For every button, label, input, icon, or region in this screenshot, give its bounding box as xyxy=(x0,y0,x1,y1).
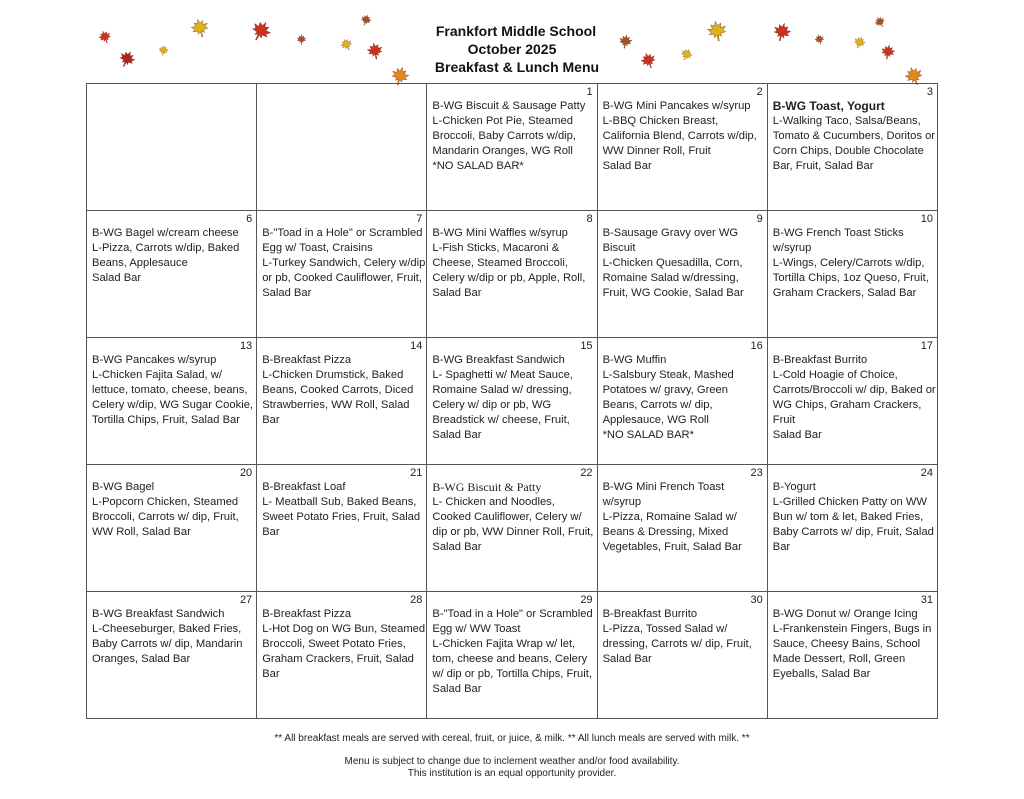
menu-line: Romaine Salad w/dressing, xyxy=(602,272,739,284)
menu-line: L-Chicken Fajita Wrap w/ let, xyxy=(432,638,576,650)
day-number: 15 xyxy=(580,340,593,352)
day-number: 21 xyxy=(410,467,423,479)
menu-line: L-Salsbury Steak, Mashed xyxy=(602,369,734,381)
day-number: 3 xyxy=(926,86,933,98)
day-cell-23 xyxy=(597,465,767,592)
day-number: 27 xyxy=(239,594,253,606)
day-menu xyxy=(603,607,762,667)
menu-line: Cooked Cauliflower, Celery w/ xyxy=(432,511,582,523)
menu-line: dressing, Carrots w/ dip, Fruit, xyxy=(602,638,752,650)
day-number: 1 xyxy=(586,86,593,98)
menu-line: *NO SALAD BAR* xyxy=(602,429,694,441)
menu-header xyxy=(0,22,1024,76)
day-cell-24 xyxy=(767,465,937,592)
menu-line: Mandarin Oranges, WG Roll xyxy=(432,145,573,157)
day-cell-8 xyxy=(427,211,597,338)
week-row xyxy=(87,211,938,338)
disclaimer-text: Menu is subject to change due to inclement weather and/or food availability. xyxy=(344,756,680,767)
day-cell-9 xyxy=(597,211,767,338)
menu-line: Bar xyxy=(262,668,280,680)
day-number: 22 xyxy=(580,467,593,479)
menu-line: dip or pb, WW Dinner Roll, Fruit, xyxy=(432,526,594,538)
menu-line: Bun w/ tom & let, Baked Fries, xyxy=(772,511,924,523)
day-number: 29 xyxy=(580,594,593,606)
menu-line: L-Turkey Sandwich, Celery w/dip xyxy=(262,257,426,269)
menu-line: L-Wings, Celery/Carrots w/dip, xyxy=(772,257,925,269)
week-row xyxy=(87,592,938,719)
menu-line: B-WG Mini Waffles w/syrup xyxy=(432,227,568,239)
day-menu xyxy=(603,226,762,301)
day-number: 24 xyxy=(920,467,933,479)
menu-line: Vegetables, Fruit, Salad Bar xyxy=(602,541,742,553)
menu-line: Beans, Carrots w/ dip, xyxy=(602,399,713,411)
day-number: 7 xyxy=(416,213,423,225)
equal-opportunity-text: This institution is an equal opportunity provider. xyxy=(407,768,617,779)
day-menu xyxy=(92,353,254,428)
day-cell-3 xyxy=(767,84,937,211)
day-menu xyxy=(603,480,762,555)
day-cell-7 xyxy=(257,211,427,338)
menu-line: Made Dessert, Roll, Green xyxy=(772,653,906,665)
menu-line: B-WG Toast, Yogurt xyxy=(772,99,885,113)
week-row xyxy=(87,84,938,211)
menu-line: Beans, Cooked Carrots, Diced xyxy=(262,384,414,396)
day-number: 23 xyxy=(750,467,763,479)
menu-line: California Blend, Carrots w/dip, xyxy=(602,130,757,142)
menu-line: Eyeballs, Salad Bar xyxy=(772,668,871,680)
menu-line: B-Breakfast Pizza xyxy=(262,354,352,366)
menu-line: L-Cheeseburger, Baked Fries, xyxy=(92,623,242,635)
day-menu xyxy=(773,480,932,555)
menu-line: B-WG Donut w/ Orange Icing xyxy=(772,608,918,620)
day-number: 10 xyxy=(920,213,933,225)
menu-line: L-Cold Hoagie of Choice, xyxy=(772,369,898,381)
day-cell-2 xyxy=(597,84,767,211)
day-cell-15 xyxy=(427,338,597,465)
day-number: 2 xyxy=(756,86,763,98)
menu-line: Salad Bar xyxy=(432,287,482,299)
menu-line: Bar xyxy=(262,526,280,538)
day-cell-31 xyxy=(767,592,937,719)
menu-line: Tomato & Cucumbers, Doritos or xyxy=(772,130,936,142)
menu-line: w/syrup xyxy=(772,242,812,254)
menu-calendar xyxy=(86,83,938,719)
menu-line: B-Sausage Gravy over WG xyxy=(602,227,739,239)
menu-line: Romaine Salad w/ dressing, xyxy=(432,384,572,396)
menu-line: L-Hot Dog on WG Bun, Steamed xyxy=(262,623,426,635)
menu-line: Sweet Potato Fries, Fruit, Salad xyxy=(262,511,421,523)
menu-line: Broccoli, Sweet Potato Fries, xyxy=(262,638,406,650)
day-cell-29 xyxy=(427,592,597,719)
day-number: 6 xyxy=(246,213,253,225)
day-cell-21 xyxy=(257,465,427,592)
day-cell-16 xyxy=(597,338,767,465)
menu-line: Carrots/Broccoli w/ dip, Baked or xyxy=(772,384,936,396)
day-cell-14 xyxy=(257,338,427,465)
menu-line: L-Chicken Pot Pie, Steamed xyxy=(432,115,573,127)
day-number: 30 xyxy=(750,594,763,606)
menu-line: Broccoli, Baby Carrots w/dip, xyxy=(432,130,576,142)
menu-line: lettuce, tomato, cheese, beans, xyxy=(92,384,248,396)
day-menu xyxy=(432,353,591,443)
menu-line: Graham Crackers, Fruit, Salad xyxy=(262,653,414,665)
menu-line: Sauce, Cheesy Bains, School xyxy=(772,638,921,650)
menu-line: L-Frankenstein Fingers, Bugs in xyxy=(772,623,932,635)
day-cell-13 xyxy=(87,338,257,465)
menu-line: L- Chicken and Noodles, xyxy=(432,496,555,508)
menu-line: Salad Bar xyxy=(92,272,142,284)
menu-line: tom, cheese and beans, Celery xyxy=(432,653,588,665)
day-cell-27 xyxy=(87,592,257,719)
menu-line: Egg w/ Toast, Craisins xyxy=(262,242,373,254)
day-menu xyxy=(603,99,762,174)
menu-line: L-Pizza, Carrots w/dip, Baked xyxy=(92,242,240,254)
empty-day-cell xyxy=(87,84,257,211)
menu-line: B-WG Mini French Toast xyxy=(602,481,725,493)
menu-line: Corn Chips, Double Chocolate xyxy=(772,145,924,157)
menu-line: L-Chicken Fajita Salad, w/ xyxy=(92,369,222,381)
menu-line: WW Dinner Roll, Fruit xyxy=(602,145,711,157)
autumn-leaf-icon xyxy=(157,44,170,57)
autumn-leaf-icon xyxy=(296,34,307,45)
menu-line: B-WG Mini Pancakes w/syrup xyxy=(602,100,751,112)
menu-line: Egg w/ WW Toast xyxy=(432,623,521,635)
menu-line: w/syrup xyxy=(602,496,642,508)
menu-line: Bar, Fruit, Salad Bar xyxy=(772,160,874,172)
menu-line: Biscuit xyxy=(602,242,636,254)
menu-line: WG Chips, Graham Crackers, xyxy=(772,399,922,411)
day-menu xyxy=(432,607,591,697)
week-row xyxy=(87,338,938,465)
day-cell-22 xyxy=(427,465,597,592)
school-name: Frankfort Middle School xyxy=(435,23,597,39)
menu-line: B-WG Bagel xyxy=(92,481,155,493)
menu-line: Bar xyxy=(262,414,280,426)
menu-line: Broccoli, Carrots w/ dip, Fruit, xyxy=(92,511,239,523)
day-menu xyxy=(262,480,421,540)
menu-line: Tortilla Chips, Fruit, Salad Bar xyxy=(92,414,240,426)
menu-line: Salad Bar xyxy=(262,287,312,299)
menu-line: Strawberries, WW Roll, Salad xyxy=(262,399,410,411)
menu-line: Breadstick w/ cheese, Fruit, xyxy=(432,414,570,426)
day-cell-28 xyxy=(257,592,427,719)
menu-line: Beans, Applesauce xyxy=(92,257,188,269)
day-number: 20 xyxy=(239,467,253,479)
day-number: 16 xyxy=(750,340,763,352)
menu-line: w/ dip or pb, Tortilla Chips, Fruit, xyxy=(432,668,592,680)
menu-line: L-Chicken Quesadilla, Corn, xyxy=(602,257,743,269)
menu-line: B-Breakfast Pizza xyxy=(262,608,352,620)
menu-line: Potatoes w/ gravy, Green xyxy=(602,384,728,396)
menu-line: B-Breakfast Loaf xyxy=(262,481,346,493)
autumn-leaf-icon xyxy=(704,18,729,43)
day-menu xyxy=(432,226,591,301)
day-menu xyxy=(432,99,591,174)
day-number: 8 xyxy=(586,213,593,225)
menu-line: Tortilla Chips, 1oz Queso, Fruit, xyxy=(772,272,929,284)
menu-line: Celery w/dip, WG Sugar Cookie, xyxy=(92,399,254,411)
menu-line: Salad Bar xyxy=(432,541,482,553)
menu-line: L- Meatball Sub, Baked Beans, xyxy=(262,496,417,508)
menu-line: Cheese, Steamed Broccoli, xyxy=(432,257,568,269)
menu-line: Beans & Dressing, Mixed xyxy=(602,526,729,538)
menu-line: WW Roll, Salad Bar xyxy=(92,526,191,538)
menu-line: B-Breakfast Burrito xyxy=(772,354,868,366)
menu-title: Breakfast & Lunch Menu xyxy=(434,59,600,75)
menu-line: B-"Toad in a Hole" or Scrambled xyxy=(432,608,593,620)
menu-line: B-WG Breakfast Sandwich xyxy=(92,608,225,620)
menu-line: B-Yogurt xyxy=(772,481,816,493)
day-menu xyxy=(772,353,936,443)
autumn-leaf-icon xyxy=(879,43,898,62)
menu-line: B-Breakfast Burrito xyxy=(602,608,698,620)
day-menu xyxy=(773,607,932,682)
day-menu xyxy=(603,353,762,443)
menu-line: L- Spaghetti w/ Meat Sauce, xyxy=(432,369,573,381)
day-menu xyxy=(262,607,426,682)
menu-line: L-Walking Taco, Salsa/Beans, xyxy=(772,115,921,127)
day-cell-17 xyxy=(767,338,937,465)
day-menu xyxy=(92,480,251,540)
day-number: 14 xyxy=(410,340,423,352)
menu-line: B-WG Bagel w/cream cheese xyxy=(92,227,239,239)
day-cell-30 xyxy=(597,592,767,719)
menu-line: L-Pizza, Romaine Salad w/ xyxy=(602,511,737,523)
menu-line: B-WG Breakfast Sandwich xyxy=(432,354,565,366)
menu-line: B-"Toad in a Hole" or Scrambled xyxy=(262,227,423,239)
day-menu xyxy=(772,99,936,174)
empty-day-cell xyxy=(257,84,427,211)
menu-line: Celery w/dip or pb, Apple, Roll, xyxy=(432,272,586,284)
menu-line: Bar xyxy=(772,541,791,553)
menu-line: Applesauce, WG Roll xyxy=(602,414,709,426)
day-menu xyxy=(773,226,932,301)
footer-disclaimer xyxy=(0,756,1024,780)
menu-line: Oranges, Salad Bar xyxy=(92,653,191,665)
menu-line: Fruit xyxy=(772,414,796,426)
menu-line: Salad Bar xyxy=(432,429,482,441)
menu-line: *NO SALAD BAR* xyxy=(432,160,524,172)
menu-line: B-WG Pancakes w/syrup xyxy=(92,354,217,366)
day-number: 13 xyxy=(239,340,253,352)
day-menu xyxy=(92,607,251,667)
menu-line: Salad Bar xyxy=(602,160,652,172)
menu-line: Graham Crackers, Salad Bar xyxy=(772,287,917,299)
menu-line: Salad Bar xyxy=(432,683,482,695)
day-number: 31 xyxy=(920,594,933,606)
menu-line: L-Chicken Drumstick, Baked xyxy=(262,369,404,381)
day-menu xyxy=(432,480,594,555)
menu-line: L-BBQ Chicken Breast, xyxy=(602,115,719,127)
day-cell-20 xyxy=(87,465,257,592)
day-menu xyxy=(262,353,421,428)
menu-line: or pb, Cooked Cauliflower, Fruit, xyxy=(262,272,422,284)
day-menu xyxy=(92,226,251,286)
menu-line: Baby Carrots w/ dip, Mandarin xyxy=(92,638,243,650)
day-number: 17 xyxy=(920,340,933,352)
day-number: 9 xyxy=(756,213,763,225)
meal-note: ** All breakfast meals are served with cereal, fruit, or juice, & milk. ** All lunch meals are served with milk. ** xyxy=(274,733,750,744)
menu-line: B-WG French Toast Sticks xyxy=(772,227,904,239)
menu-line: B-WG Biscuit & Patty xyxy=(432,480,542,494)
day-number: 28 xyxy=(410,594,423,606)
menu-line: B-WG Muffin xyxy=(602,354,667,366)
day-cell-1 xyxy=(427,84,597,211)
menu-line: Salad Bar xyxy=(602,653,652,665)
autumn-leaf-icon xyxy=(617,33,634,50)
menu-line: Salad Bar xyxy=(772,429,822,441)
day-cell-10 xyxy=(767,211,937,338)
menu-line: L-Fish Sticks, Macaroni & xyxy=(432,242,560,254)
menu-line: Baby Carrots w/ dip, Fruit, Salad xyxy=(772,526,934,538)
month-label: October 2025 xyxy=(467,41,557,57)
week-row xyxy=(87,465,938,592)
menu-line: Celery w/ dip or pb, WG xyxy=(432,399,552,411)
day-menu xyxy=(262,226,426,301)
menu-line: L-Grilled Chicken Patty on WW xyxy=(772,496,927,508)
menu-line: L-Pizza, Tossed Salad w/ xyxy=(602,623,728,635)
menu-line: Fruit, WG Cookie, Salad Bar xyxy=(602,287,744,299)
menu-line: L-Popcorn Chicken, Steamed xyxy=(92,496,239,508)
day-cell-6 xyxy=(87,211,257,338)
autumn-leaf-icon xyxy=(365,41,386,62)
menu-line: B-WG Biscuit & Sausage Patty xyxy=(432,100,586,112)
